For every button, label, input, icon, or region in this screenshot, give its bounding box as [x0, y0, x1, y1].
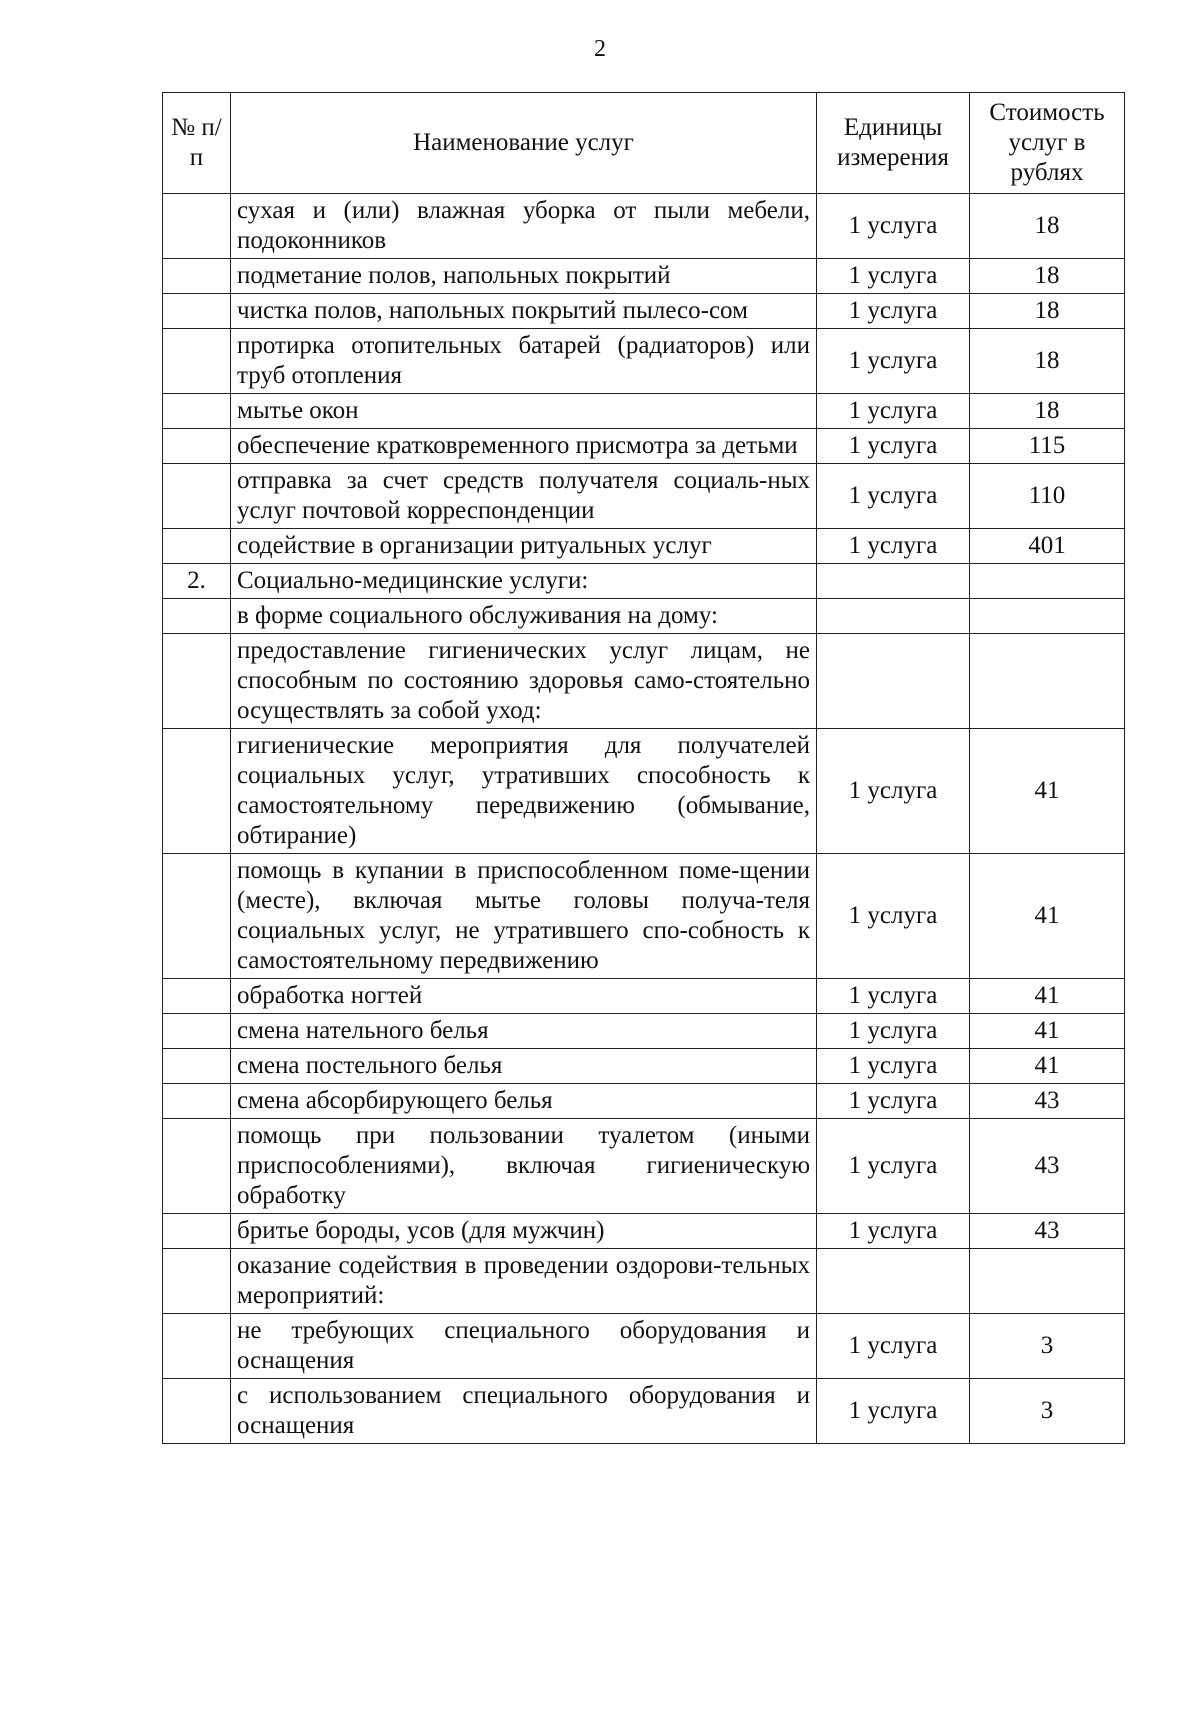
cost-cell: 43 [970, 1214, 1125, 1249]
table-row [163, 1314, 1125, 1379]
row-number-cell [163, 1214, 231, 1249]
service-name-cell: не требующих специального оборудования и оснащения [231, 1314, 817, 1379]
service-name-cell: отправка за счет средств получателя социаль-ных услуг почтовой корреспонденции [231, 464, 817, 529]
row-number-cell [163, 729, 231, 854]
unit-cell: 1 услуга [817, 1014, 970, 1049]
table-row [163, 1214, 1125, 1249]
unit-cell: 1 услуга [817, 259, 970, 294]
unit-cell: 1 услуга [817, 729, 970, 854]
service-name-cell: помощь при пользовании туалетом (иными приспособлениями), включая гигиеническую обработку [231, 1119, 817, 1214]
table-row [163, 854, 1125, 979]
row-number-cell [163, 1249, 231, 1314]
cost-cell: 18 [970, 194, 1125, 259]
header-cost: Стоимость услуг в рублях [970, 93, 1125, 194]
cost-cell [970, 564, 1125, 599]
table-row [163, 599, 1125, 634]
unit-cell: 1 услуга [817, 194, 970, 259]
table-row [163, 564, 1125, 599]
row-number-cell [163, 259, 231, 294]
unit-cell: 1 услуга [817, 529, 970, 564]
service-name-cell: мытье окон [231, 394, 817, 429]
table-row [163, 464, 1125, 529]
unit-cell [817, 1249, 970, 1314]
unit-cell: 1 услуга [817, 1049, 970, 1084]
services-price-table [162, 92, 1125, 1444]
unit-cell: 1 услуга [817, 1119, 970, 1214]
cost-cell: 43 [970, 1119, 1125, 1214]
cost-cell: 110 [970, 464, 1125, 529]
header-num: № п/п [163, 93, 231, 194]
service-name-cell: смена абсорбирующего белья [231, 1084, 817, 1119]
cost-cell: 115 [970, 429, 1125, 464]
unit-cell: 1 услуга [817, 294, 970, 329]
unit-cell [817, 634, 970, 729]
row-number-cell [163, 529, 231, 564]
row-number-cell [163, 1379, 231, 1444]
row-number-cell: 2. [163, 564, 231, 599]
header-unit: Единицы измерения [817, 93, 970, 194]
table-row [163, 1014, 1125, 1049]
cost-cell [970, 599, 1125, 634]
service-name-cell: чистка полов, напольных покрытий пылесо-сом [231, 294, 817, 329]
table-row [163, 979, 1125, 1014]
service-name-cell: подметание полов, напольных покрытий [231, 259, 817, 294]
row-number-cell [163, 1119, 231, 1214]
row-number-cell [163, 854, 231, 979]
table-row [163, 1084, 1125, 1119]
cost-cell: 18 [970, 329, 1125, 394]
service-name-cell: Социально-медицинские услуги: [231, 564, 817, 599]
row-number-cell [163, 294, 231, 329]
table-row [163, 259, 1125, 294]
table-row [163, 729, 1125, 854]
row-number-cell [163, 1084, 231, 1119]
service-name-cell: предоставление гигиенических услуг лицам, не способным по состоянию здоровья само-стоятельно осуществлять за собой уход: [231, 634, 817, 729]
unit-cell: 1 услуга [817, 394, 970, 429]
cost-cell: 41 [970, 854, 1125, 979]
cost-cell: 18 [970, 294, 1125, 329]
service-name-cell: помощь в купании в приспособленном поме-щении (месте), включая мытье головы получа-теля социальных услуг, не утратившего спо-собность к самостоятельному передвижению [231, 854, 817, 979]
cost-cell: 41 [970, 729, 1125, 854]
unit-cell: 1 услуга [817, 429, 970, 464]
unit-cell: 1 услуга [817, 1314, 970, 1379]
unit-cell: 1 услуга [817, 854, 970, 979]
table-row [163, 1119, 1125, 1214]
row-number-cell [163, 394, 231, 429]
table-row [163, 529, 1125, 564]
table-row [163, 329, 1125, 394]
service-name-cell: с использованием специального оборудования и оснащения [231, 1379, 817, 1444]
table-header-row [163, 93, 1125, 194]
unit-cell: 1 услуга [817, 1084, 970, 1119]
row-number-cell [163, 329, 231, 394]
service-name-cell: гигиенические мероприятия для получателей социальных услуг, утративших способность к самостоятельному передвижению (обмывание, обтирание) [231, 729, 817, 854]
cost-cell: 3 [970, 1379, 1125, 1444]
page-number: 2 [594, 36, 606, 62]
row-number-cell [163, 1049, 231, 1084]
table-row [163, 1249, 1125, 1314]
table-row [163, 294, 1125, 329]
service-name-cell: содействие в организации ритуальных услуг [231, 529, 817, 564]
row-number-cell [163, 979, 231, 1014]
cost-cell: 41 [970, 1049, 1125, 1084]
table-row [163, 1049, 1125, 1084]
service-name-cell: бритье бороды, усов (для мужчин) [231, 1214, 817, 1249]
row-number-cell [163, 599, 231, 634]
table-row [163, 429, 1125, 464]
row-number-cell [163, 194, 231, 259]
table-row [163, 394, 1125, 429]
service-name-cell: обработка ногтей [231, 979, 817, 1014]
cost-cell: 18 [970, 259, 1125, 294]
row-number-cell [163, 1014, 231, 1049]
unit-cell [817, 599, 970, 634]
header-name: Наименование услуг [231, 93, 817, 194]
row-number-cell [163, 464, 231, 529]
unit-cell: 1 услуга [817, 979, 970, 1014]
service-name-cell: обеспечение кратковременного присмотра за детьми [231, 429, 817, 464]
cost-cell: 18 [970, 394, 1125, 429]
unit-cell: 1 услуга [817, 329, 970, 394]
service-name-cell: смена постельного белья [231, 1049, 817, 1084]
table-row [163, 194, 1125, 259]
unit-cell [817, 564, 970, 599]
table-row [163, 634, 1125, 729]
row-number-cell [163, 429, 231, 464]
row-number-cell [163, 634, 231, 729]
service-name-cell: в форме социального обслуживания на дому: [231, 599, 817, 634]
cost-cell: 43 [970, 1084, 1125, 1119]
service-name-cell: оказание содействия в проведении оздорови-тельных мероприятий: [231, 1249, 817, 1314]
service-name-cell: протирка отопительных батарей (радиаторов) или труб отопления [231, 329, 817, 394]
cost-cell: 401 [970, 529, 1125, 564]
table-row [163, 1379, 1125, 1444]
cost-cell [970, 1249, 1125, 1314]
unit-cell: 1 услуга [817, 1214, 970, 1249]
cost-cell: 41 [970, 1014, 1125, 1049]
service-name-cell: сухая и (или) влажная уборка от пыли мебели, подоконников [231, 194, 817, 259]
cost-cell: 3 [970, 1314, 1125, 1379]
row-number-cell [163, 1314, 231, 1379]
unit-cell: 1 услуга [817, 464, 970, 529]
cost-cell: 41 [970, 979, 1125, 1014]
service-name-cell: смена нательного белья [231, 1014, 817, 1049]
unit-cell: 1 услуга [817, 1379, 970, 1444]
cost-cell [970, 634, 1125, 729]
